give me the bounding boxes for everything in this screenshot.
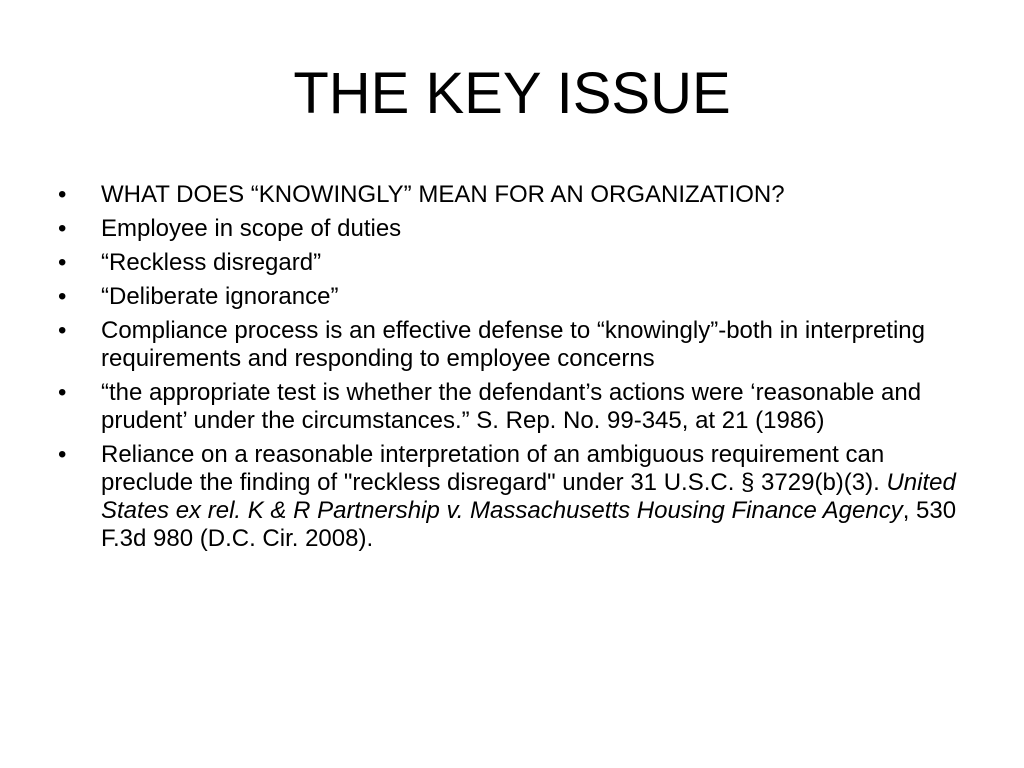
bullet-list bbox=[58, 181, 958, 559]
bullet-text-before: Reliance on a reasonable interpretation of an ambiguous requirement can preclude the finding of "reckless disregard" under 31 U.S.C. § 3729(b)(3). bbox=[101, 441, 887, 496]
bullet-text: “the appropriate test is whether the defendant’s actions were ‘reasonable and prudent’ under the circumstances.” S. Rep. No. 99-345, at 21 (1986) bbox=[101, 379, 922, 434]
case-citation-name: United States ex rel. K & R Partnership v. Massachusetts Housing Finance Agency bbox=[101, 469, 956, 524]
bullet-item bbox=[58, 317, 958, 373]
slide-title: THE KEY ISSUE bbox=[293, 61, 731, 126]
bullet-icon: • bbox=[58, 215, 67, 242]
bullet-item bbox=[58, 283, 958, 311]
bullet-item bbox=[58, 379, 958, 435]
bullet-item bbox=[58, 441, 958, 553]
bullet-item bbox=[58, 249, 958, 277]
bullet-icon: • bbox=[58, 317, 67, 344]
bullet-text-after: , 530 F.3d 980 (D.C. Cir. 2008). bbox=[101, 497, 957, 552]
bullet-text: “Reckless disregard” bbox=[101, 249, 322, 276]
bullet-icon: • bbox=[58, 283, 67, 310]
bullet-icon: • bbox=[58, 181, 67, 208]
bullet-item bbox=[58, 215, 958, 243]
bullet-icon: • bbox=[58, 379, 67, 406]
bullet-text: Compliance process is an effective defense to “knowingly”-both in interpreting requirements and responding to employee concerns bbox=[101, 317, 925, 372]
bullet-icon: • bbox=[58, 249, 67, 276]
bullet-text: “Deliberate ignorance” bbox=[101, 283, 339, 310]
bullet-item bbox=[58, 181, 958, 209]
bullet-text: WHAT DOES “KNOWINGLY” MEAN FOR AN ORGANIZATION? bbox=[101, 181, 785, 208]
bullet-icon: • bbox=[58, 441, 67, 468]
bullet-text: Employee in scope of duties bbox=[101, 215, 402, 242]
